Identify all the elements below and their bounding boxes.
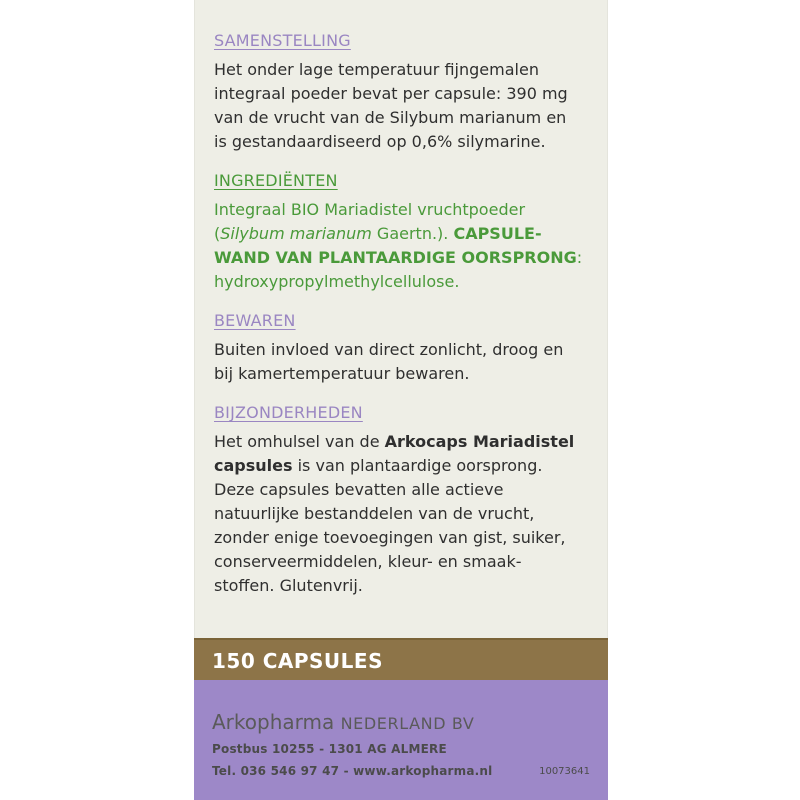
capsule-count: 150 CAPSULES (212, 649, 383, 673)
company-subtitle: NEDERLAND BV (340, 714, 475, 733)
bijzonderheden-line: Deze capsules bevatten alle actieve (214, 480, 504, 499)
samenstelling-line: is gestandaardiseerd op 0,6% silymarine. (214, 132, 546, 151)
capsule-count-band (194, 638, 608, 680)
bijzonderheden-line: stoffen. Glutenvrij. (214, 576, 363, 595)
heading-samenstelling: SAMENSTELLING (214, 31, 351, 50)
bijzonderheden-line: natuurlijke bestanddelen van de vrucht, (214, 504, 535, 523)
company-footer (194, 680, 608, 800)
section-bijzonderheden (214, 402, 599, 598)
heading-ingredienten: INGREDIËNTEN (214, 171, 338, 190)
samenstelling-line: integraal poeder bevat per capsule: 390 mg (214, 84, 568, 103)
package-text (214, 30, 599, 614)
bewaren-text (214, 338, 599, 386)
ingredienten-latin-name: Silybum marianum (220, 224, 372, 243)
ingredienten-paren: ( (214, 224, 221, 243)
bijzonderheden-line: conserveermiddelen, kleur- en smaak- (214, 552, 522, 571)
contact-line: Tel. 036 546 97 47 - www.arkopharma.nl (212, 764, 493, 778)
bijzonderheden-text (214, 430, 599, 598)
heading-bewaren: BEWAREN (214, 311, 296, 330)
samenstelling-line: van de vrucht van de Silybum marianum en (214, 108, 567, 127)
bijzonderheden-line: Het omhulsel van de (214, 432, 385, 451)
ingredienten-line: Integraal BIO Mariadistel vruchtpoeder (214, 200, 526, 219)
ingredienten-wand-bold: WAND VAN PLANTAARDIGE OORSPRONG (214, 248, 577, 267)
ingredienten-line: hydroxypropylmethylcellulose. (214, 272, 460, 291)
section-bewaren (214, 310, 599, 386)
product-name-bold: Arkocaps Mariadistel (384, 432, 575, 451)
samenstelling-line: Het onder lage temperatuur fijngemalen (214, 60, 539, 79)
bijzonderheden-line: is van plantaardige oorsprong. (292, 456, 543, 475)
product-code: 10073641 (539, 766, 590, 777)
ingredienten-text (214, 198, 599, 294)
company-brand: Arkopharma (212, 710, 335, 734)
section-samenstelling (214, 30, 599, 154)
bijzonderheden-line: zonder enige toevoegingen van gist, suiker, (214, 528, 566, 547)
bewaren-line: Buiten invloed van direct zonlicht, droog en (214, 340, 564, 359)
postal-address: Postbus 10255 - 1301 AG ALMERE (212, 742, 447, 756)
ingredienten-capsule-bold: CAPSULE- (453, 224, 542, 243)
company-name (212, 710, 474, 734)
section-ingredienten (214, 170, 599, 294)
bewaren-line: bij kamertemperatuur bewaren. (214, 364, 470, 383)
ingredienten-colon: : (576, 248, 583, 267)
ingredienten-author: Gaertn.). (371, 224, 454, 243)
capsules-bold: capsules (214, 456, 293, 475)
samenstelling-text (214, 58, 599, 154)
heading-bijzonderheden: BIJZONDERHEDEN (214, 403, 363, 422)
